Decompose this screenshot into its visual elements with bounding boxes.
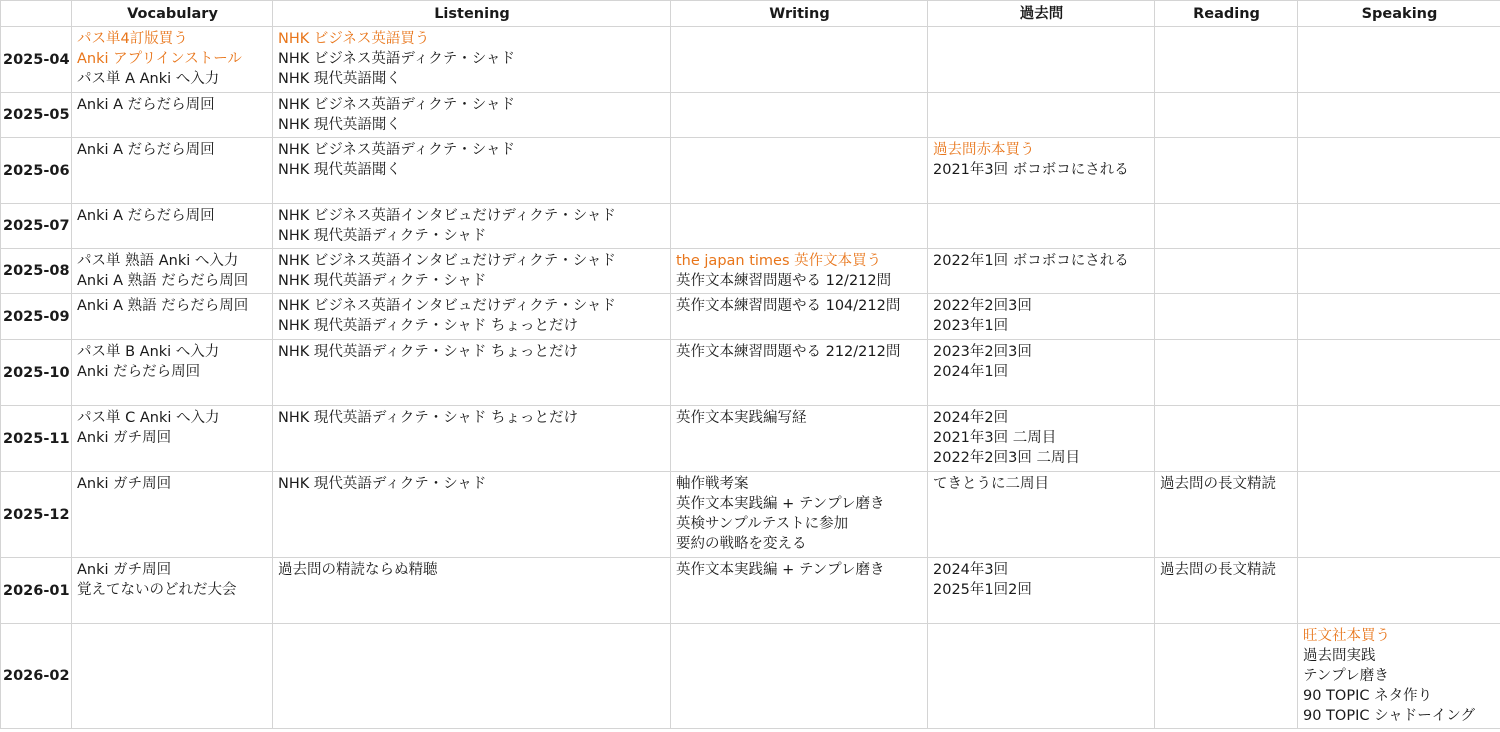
cell-writing[interactable] — [671, 558, 928, 624]
cell-reading[interactable] — [1155, 249, 1298, 294]
header-cell-writing[interactable]: Writing — [671, 1, 928, 27]
cell-vocabulary[interactable] — [72, 558, 273, 624]
cell-past-exams[interactable] — [928, 624, 1155, 729]
cell-line: 2022年2回3回 二周目 — [933, 450, 1080, 466]
cell-past-exams[interactable] — [928, 340, 1155, 406]
cell-reading[interactable] — [1155, 27, 1298, 93]
cell-past-exams[interactable] — [928, 294, 1155, 340]
cell-listening[interactable] — [273, 340, 671, 406]
header-cell-speaking[interactable]: Speaking — [1298, 1, 1500, 27]
table-row — [1, 138, 1500, 204]
cell-past-exams[interactable] — [928, 204, 1155, 249]
table-row — [1, 294, 1500, 340]
cell-vocabulary[interactable] — [72, 204, 273, 249]
cell-past-exams[interactable] — [928, 27, 1155, 93]
cell-listening[interactable] — [273, 294, 671, 340]
cell-writing[interactable] — [671, 294, 928, 340]
cell-line: 過去問実践 — [1303, 648, 1376, 664]
cell-line: NHK 現代英語ディクテ・シャド ちょっとだけ — [278, 410, 579, 426]
cell-line: the japan times 英作文本買う — [676, 253, 882, 269]
cell-line: 2024年2回 — [933, 410, 1009, 426]
cell-line: Anki A だらだら周回 — [77, 208, 215, 224]
cell-line: 2021年3回 二周目 — [933, 430, 1057, 446]
cell-speaking[interactable] — [1298, 93, 1500, 138]
cell-vocabulary[interactable] — [72, 406, 273, 472]
cell-line: 90 TOPIC シャドーイング — [1303, 708, 1476, 724]
table-row — [1, 204, 1500, 249]
cell-listening[interactable] — [273, 624, 671, 729]
row-header-month[interactable]: 2025-05 — [1, 93, 72, 138]
cell-line: NHK 現代英語ディクテ・シャド — [278, 228, 487, 244]
cell-line: 2024年1回 — [933, 364, 1009, 380]
row-header-month[interactable]: 2025-09 — [1, 294, 72, 340]
cell-writing[interactable] — [671, 138, 928, 204]
cell-listening[interactable] — [273, 27, 671, 93]
header-cell-listening[interactable]: Listening — [273, 1, 671, 27]
cell-line: Anki アプリインストール — [77, 51, 242, 67]
cell-writing[interactable] — [671, 204, 928, 249]
row-header-month[interactable]: 2026-02 — [1, 624, 72, 729]
cell-speaking[interactable] — [1298, 558, 1500, 624]
cell-line: 過去問の精読ならぬ精聴 — [278, 562, 438, 578]
row-header-month[interactable]: 2025-04 — [1, 27, 72, 93]
cell-line: パス単 A Anki へ入力 — [77, 71, 220, 87]
cell-writing[interactable] — [671, 93, 928, 138]
cell-line: NHK 現代英語聞く — [278, 162, 401, 178]
cell-speaking[interactable] — [1298, 294, 1500, 340]
cell-writing[interactable] — [671, 472, 928, 558]
cell-line: 過去問の長文精読 — [1160, 562, 1276, 578]
cell-line: 2022年2回3回 — [933, 298, 1032, 314]
cell-vocabulary[interactable] — [72, 472, 273, 558]
header-cell-vocabulary[interactable]: Vocabulary — [72, 1, 273, 27]
table-row — [1, 624, 1500, 729]
cell-speaking[interactable] — [1298, 27, 1500, 93]
cell-line: 英作文本実践編 + テンプレ磨き — [676, 562, 885, 578]
cell-line: 英作文本練習問題やる 104/212問 — [676, 298, 901, 314]
cell-line: Anki だらだら周回 — [77, 364, 201, 380]
cell-speaking[interactable] — [1298, 249, 1500, 294]
row-header-month[interactable]: 2025-11 — [1, 406, 72, 472]
table-row — [1, 558, 1500, 624]
cell-reading[interactable] — [1155, 624, 1298, 729]
table-row — [1, 27, 1500, 93]
cell-writing[interactable] — [671, 340, 928, 406]
cell-line: 90 TOPIC ネタ作り — [1303, 688, 1433, 704]
cell-reading[interactable] — [1155, 294, 1298, 340]
cell-writing[interactable] — [671, 406, 928, 472]
cell-line: 過去問赤本買う — [933, 142, 1035, 158]
cell-reading[interactable] — [1155, 204, 1298, 249]
cell-line: NHK 現代英語ディクテ・シャド ちょっとだけ — [278, 318, 579, 334]
cell-line: Anki ガチ周回 — [77, 430, 172, 446]
cell-vocabulary[interactable] — [72, 624, 273, 729]
cell-reading[interactable] — [1155, 93, 1298, 138]
row-header-month[interactable]: 2026-01 — [1, 558, 72, 624]
cell-line: パス単4訂版買う — [77, 31, 188, 47]
cell-line: NHK 現代英語聞く — [278, 71, 401, 87]
cell-line: Anki A だらだら周回 — [77, 97, 215, 113]
cell-vocabulary[interactable] — [72, 93, 273, 138]
cell-line: 英作文本練習問題やる 212/212問 — [676, 344, 901, 360]
cell-line: 英作文本実践編 + テンプレ磨き — [676, 496, 885, 512]
cell-speaking[interactable] — [1298, 624, 1500, 729]
cell-listening[interactable] — [273, 249, 671, 294]
cell-line: Anki A 熟語 だらだら周回 — [77, 273, 249, 289]
row-header-month[interactable]: 2025-08 — [1, 249, 72, 294]
cell-speaking[interactable] — [1298, 138, 1500, 204]
cell-line: 2022年1回 ボコボコにされる — [933, 253, 1129, 269]
cell-past-exams[interactable] — [928, 406, 1155, 472]
cell-vocabulary[interactable] — [72, 249, 273, 294]
cell-line: 2023年1回 — [933, 318, 1009, 334]
cell-vocabulary[interactable] — [72, 27, 273, 93]
table-row — [1, 340, 1500, 406]
cell-speaking[interactable] — [1298, 406, 1500, 472]
cell-line: NHK 現代英語ディクテ・シャド — [278, 273, 487, 289]
cell-line: 英検サンプルテストに参加 — [676, 516, 849, 532]
cell-reading[interactable] — [1155, 406, 1298, 472]
cell-speaking[interactable] — [1298, 472, 1500, 558]
cell-vocabulary[interactable] — [72, 340, 273, 406]
cell-line: パス単 C Anki へ入力 — [77, 410, 220, 426]
cell-vocabulary[interactable] — [72, 294, 273, 340]
cell-line: 要約の戦略を変える — [676, 536, 807, 552]
cell-line: 軸作戦考案 — [676, 476, 749, 492]
cell-listening[interactable] — [273, 93, 671, 138]
cell-listening[interactable] — [273, 204, 671, 249]
cell-line: てきとうに二周目 — [933, 476, 1049, 492]
table-row — [1, 249, 1500, 294]
cell-line: 英作文本練習問題やる 12/212問 — [676, 273, 892, 289]
cell-line: 2024年3回 — [933, 562, 1009, 578]
cell-listening[interactable] — [273, 472, 671, 558]
cell-line: Anki A 熟語 だらだら周回 — [77, 298, 249, 314]
cell-past-exams[interactable] — [928, 472, 1155, 558]
cell-writing[interactable] — [671, 624, 928, 729]
cell-line: 旺文社本買う — [1303, 628, 1390, 644]
cell-line: 2021年3回 ボコボコにされる — [933, 162, 1129, 178]
table-row — [1, 472, 1500, 558]
cell-line: NHK ビジネス英語ディクテ・シャド — [278, 51, 515, 67]
cell-reading[interactable] — [1155, 138, 1298, 204]
cell-line: Anki A だらだら周回 — [77, 142, 215, 158]
cell-line: Anki ガチ周回 — [77, 476, 172, 492]
cell-past-exams[interactable] — [928, 558, 1155, 624]
cell-line: NHK ビジネス英語ディクテ・シャド — [278, 142, 515, 158]
cell-line: テンプレ磨き — [1303, 668, 1389, 684]
row-header-month[interactable]: 2025-06 — [1, 138, 72, 204]
cell-reading[interactable] — [1155, 558, 1298, 624]
cell-line: 過去問の長文精読 — [1160, 476, 1276, 492]
cell-listening[interactable] — [273, 558, 671, 624]
cell-line: NHK 現代英語聞く — [278, 117, 401, 133]
cell-writing[interactable] — [671, 249, 928, 294]
header-cell-past-exams[interactable]: 過去問 — [928, 1, 1155, 27]
cell-line: 2023年2回3回 — [933, 344, 1032, 360]
cell-line: NHK ビジネス英語インタビュだけディクテ・シャド — [278, 298, 616, 314]
cell-line: NHK ビジネス英語ディクテ・シャド — [278, 97, 515, 113]
cell-vocabulary[interactable] — [72, 138, 273, 204]
cell-line: NHK 現代英語ディクテ・シャド — [278, 476, 487, 492]
row-header-month[interactable]: 2025-07 — [1, 204, 72, 249]
cell-listening[interactable] — [273, 138, 671, 204]
cell-line: 英作文本実践編写経 — [676, 410, 807, 426]
cell-line: NHK 現代英語ディクテ・シャド ちょっとだけ — [278, 344, 579, 360]
table-row — [1, 406, 1500, 472]
cell-line: NHK ビジネス英語インタビュだけディクテ・シャド — [278, 253, 616, 269]
row-header-month[interactable]: 2025-12 — [1, 472, 72, 558]
cell-past-exams[interactable] — [928, 138, 1155, 204]
header-cell-corner[interactable] — [1, 1, 72, 27]
cell-past-exams[interactable] — [928, 93, 1155, 138]
cell-line: NHK ビジネス英語インタビュだけディクテ・シャド — [278, 208, 616, 224]
cell-writing[interactable] — [671, 27, 928, 93]
cell-reading[interactable] — [1155, 340, 1298, 406]
cell-line: 覚えてないのどれだ大会 — [77, 582, 237, 598]
cell-line: NHK ビジネス英語買う — [278, 31, 430, 47]
cell-line: パス単 熟語 Anki へ入力 — [77, 253, 239, 269]
cell-reading[interactable] — [1155, 472, 1298, 558]
cell-speaking[interactable] — [1298, 204, 1500, 249]
cell-past-exams[interactable] — [928, 249, 1155, 294]
table-row — [1, 93, 1500, 138]
header-cell-reading[interactable]: Reading — [1155, 1, 1298, 27]
cell-line: 2025年1回2回 — [933, 582, 1032, 598]
row-header-month[interactable]: 2025-10 — [1, 340, 72, 406]
header-row — [1, 1, 1500, 27]
cell-line: パス単 B Anki へ入力 — [77, 344, 220, 360]
cell-speaking[interactable] — [1298, 340, 1500, 406]
cell-line: Anki ガチ周回 — [77, 562, 172, 578]
cell-listening[interactable] — [273, 406, 671, 472]
